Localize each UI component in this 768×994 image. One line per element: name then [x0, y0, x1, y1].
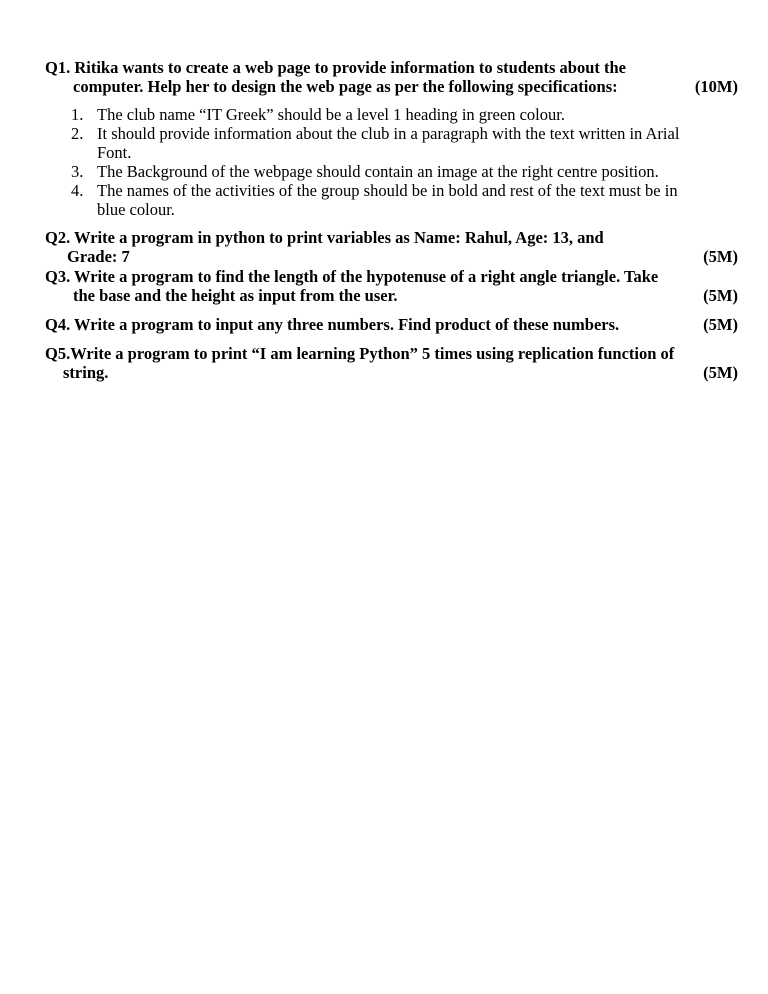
question-5-line-2-text: string. — [63, 363, 109, 382]
list-item-text: The club name “IT Greek” should be a level 1 heading in green colour. — [97, 105, 565, 124]
question-3-line-1: Q3. Write a program to find the length of the hypotenuse of a right angle triangle. Take — [45, 267, 659, 286]
question-1 — [45, 58, 738, 219]
question-3-line-2-text: the base and the height as input from the user. — [73, 286, 398, 305]
question-1-line-2 — [45, 77, 738, 96]
list-item-number: 3. — [71, 162, 84, 181]
question-3-line-2 — [45, 286, 738, 305]
question-2-line-2 — [45, 247, 738, 266]
question-2-marks: (5M) — [703, 247, 738, 266]
question-3-marks: (5M) — [703, 286, 738, 305]
question-4-marks: (5M) — [703, 315, 738, 334]
list-item-text-continued: blue colour. — [97, 200, 175, 219]
list-item-number: 1. — [71, 105, 84, 124]
list-item — [45, 124, 738, 162]
question-5 — [45, 344, 738, 382]
question-4-line-1 — [45, 315, 738, 334]
specification-list — [45, 105, 738, 219]
question-2-line-2-text: Grade: 7 — [67, 247, 130, 266]
question-4 — [45, 315, 738, 334]
list-item — [45, 162, 738, 181]
question-3 — [45, 267, 738, 305]
list-item-text-continued: Font. — [97, 143, 132, 162]
question-1-line-2-text: computer. Help her to design the web page as per the following specifications: — [73, 77, 618, 96]
list-item-text: The names of the activities of the group should be in bold and rest of the text must be in — [97, 181, 678, 200]
question-2-line-1: Q2. Write a program in python to print variables as Name: Rahul, Age: 13, and — [45, 228, 604, 247]
question-4-text: Q4. Write a program to input any three numbers. Find product of these numbers. — [45, 315, 620, 334]
list-item — [45, 181, 738, 219]
list-item-number: 2. — [71, 124, 84, 143]
list-item-text: The Background of the webpage should contain an image at the right centre position. — [97, 162, 659, 181]
question-1-marks: (10M) — [694, 77, 738, 96]
question-5-line-2 — [45, 363, 738, 382]
question-1-line-1: Q1. Ritika wants to create a web page to provide information to students about the — [45, 58, 627, 77]
question-paper — [45, 58, 738, 382]
question-5-marks: (5M) — [703, 363, 738, 382]
list-item — [45, 105, 738, 124]
list-item-text: It should provide information about the club in a paragraph with the text written in Arial — [97, 124, 680, 143]
list-item-number: 4. — [71, 181, 84, 200]
question-5-line-1: Q5.Write a program to print “I am learning Python” 5 times using replication function of — [45, 344, 675, 363]
question-2 — [45, 228, 738, 266]
